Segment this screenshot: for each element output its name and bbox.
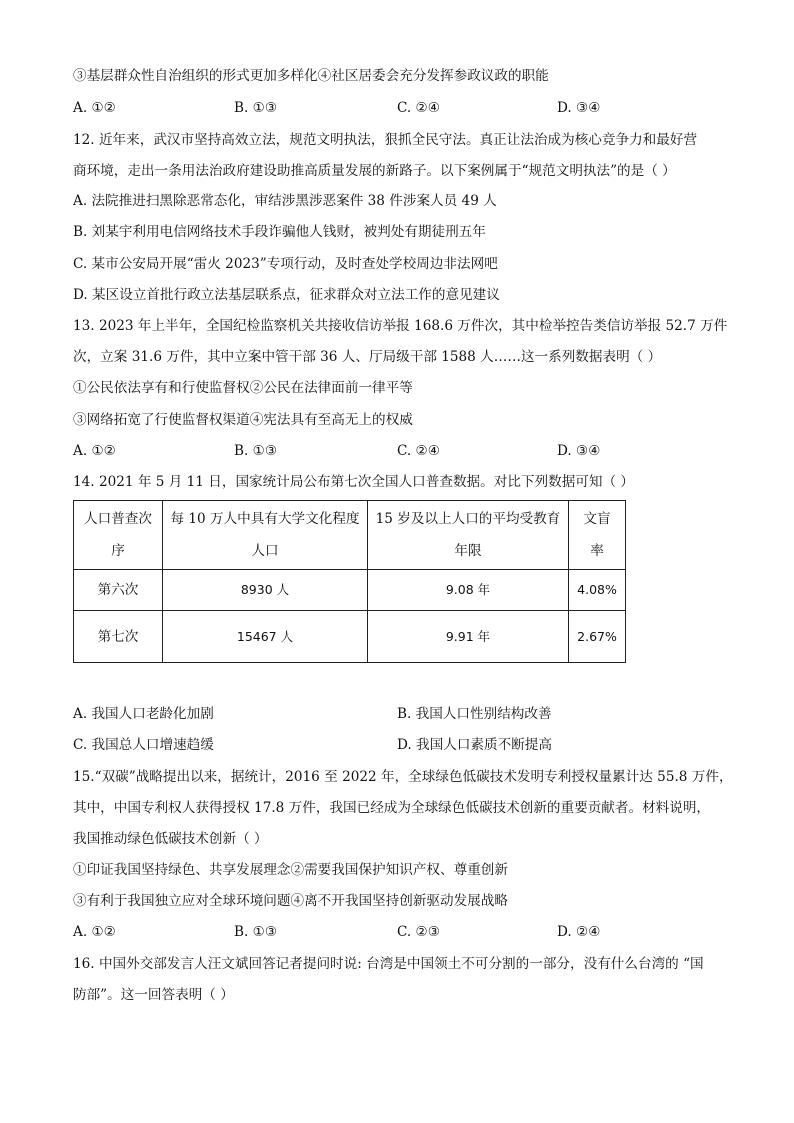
q11-option-b[interactable]: B. ①③ — [234, 100, 278, 116]
q13-option-c[interactable]: C. ②④ — [397, 443, 440, 459]
q12-option-c[interactable]: C. 某市公安局开展“雷火 2023”专项行动，及时查处学校周边非法网吧 — [73, 256, 498, 272]
q14-option-d[interactable]: D. 我国人口素质不断提高 — [397, 737, 552, 753]
header-avg-education-years: 15 岁及以上人口的平均受教育 年限 — [368, 501, 569, 570]
cell-illiteracy: 2.67% — [569, 611, 626, 663]
q12-stem-line-1: 12. 近年来，武汉市坚持高效立法，规范文明执法，狠抓全民守法。真正让法治成为核心竞争力和最好营 — [73, 132, 698, 148]
q12-option-b[interactable]: B. 刘某宇利用电信网络技术手段诈骗他人钱财，被判处有期徒刑五年 — [73, 224, 486, 240]
q15-option-a[interactable]: A. ①② — [73, 924, 116, 940]
q14-option-a[interactable]: A. 我国人口老龄化加剧 — [73, 706, 214, 722]
q13-option-b[interactable]: B. ①③ — [234, 443, 278, 459]
header-census-order: 人口普查次 序 — [74, 501, 163, 570]
q15-stem-line-2: 其中，中国专利权人获得授权 17.8 万件，我国已经成为全球绿色低碳技术创新的重要贡献者。材料说明， — [73, 800, 711, 816]
cell-census-order: 第七次 — [74, 611, 163, 663]
q11-option-d[interactable]: D. ③④ — [557, 100, 601, 116]
q15-option-d[interactable]: D. ②④ — [557, 924, 601, 940]
q15-choice-line-2: ③有利于我国独立应对全球环境问题④离不开我国坚持创新驱动发展战略 — [73, 893, 508, 909]
table-row — [74, 611, 626, 663]
q14-stem: 14. 2021 年 5 月 11 日，国家统计局公布第七次全国人口普查数据。对比下列数据可知（ ） — [73, 474, 634, 490]
q15-option-b[interactable]: B. ①③ — [234, 924, 278, 940]
cell-illiteracy: 4.08% — [569, 570, 626, 611]
cell-college: 15467 人 — [163, 611, 368, 663]
q15-option-c[interactable]: C. ②③ — [397, 924, 440, 940]
q14-option-b[interactable]: B. 我国人口性别结构改善 — [397, 706, 552, 722]
cell-college: 8930 人 — [163, 570, 368, 611]
cell-census-order: 第六次 — [74, 570, 163, 611]
q15-stem-line-1: 15.“双碳”战略提出以来，据统计，2016 至 2022 年，全球绿色低碳技术发明专利授权量累计达 55.8 万件， — [73, 769, 733, 785]
q13-option-d[interactable]: D. ③④ — [557, 443, 601, 459]
q15-choice-line-1: ①印证我国坚持绿色、共享发展理念②需要我国保护知识产权、尊重创新 — [73, 862, 508, 878]
cell-education-years: 9.08 年 — [368, 570, 569, 611]
q13-choice-line-1: ①公民依法享有和行使监督权②公民在法律面前一律平等 — [73, 380, 413, 396]
q14-option-c[interactable]: C. 我国总人口增速趋缓 — [73, 737, 214, 753]
q11-option-a[interactable]: A. ①② — [73, 100, 116, 116]
table-header-row — [74, 501, 626, 570]
q13-choice-line-2: ③网络拓宽了行使监督权渠道④宪法具有至高无上的权威 — [73, 412, 413, 428]
q16-stem-line-2: 防部”。这一回答表明（ ） — [73, 987, 234, 1003]
header-illiteracy-rate: 文盲 率 — [569, 501, 626, 570]
q13-stem-line-2: 次，立案 31.6 万件，其中立案中管干部 36 人、厅局级干部 1588 人……这一系列数据表明（ ） — [73, 349, 662, 365]
cell-education-years: 9.91 年 — [368, 611, 569, 663]
q16-stem-line-1: 16. 中国外交部发言人汪文斌回答记者提问时说: 台湾是中国领土不可分割的一部分，没有什么台湾的 “国 — [73, 956, 704, 972]
q11-option-c[interactable]: C. ②④ — [397, 100, 440, 116]
q13-option-a[interactable]: A. ①② — [73, 443, 116, 459]
q15-stem-line-3: 我国推动绿色低碳技术创新（ ） — [73, 831, 268, 847]
q13-stem-line-1: 13. 2023 年上半年，全国纪检监察机关共接收信访举报 168.6 万件次，其中检举控告类信访举报 52.7 万件 — [73, 318, 728, 334]
q12-option-d[interactable]: D. 某区设立首批行政立法基层联系点，征求群众对立法工作的意见建议 — [73, 287, 500, 303]
census-table — [73, 500, 626, 663]
q12-stem-line-2: 商环境，走出一条用法治政府建设助推高质量发展的新路子。以下案例属于“规范文明执法”的是（ ） — [73, 163, 676, 179]
q12-option-a[interactable]: A. 法院推进扫黑除恶常态化，审结涉黑涉恶案件 38 件涉案人员 49 人 — [73, 193, 497, 209]
table-row — [74, 570, 626, 611]
header-college-per-100k: 每 10 万人中具有大学文化程度 人口 — [163, 501, 368, 570]
q11-choice-line: ③基层群众性自治组织的形式更加多样化④社区居委会充分发挥参政议政的职能 — [73, 68, 549, 84]
